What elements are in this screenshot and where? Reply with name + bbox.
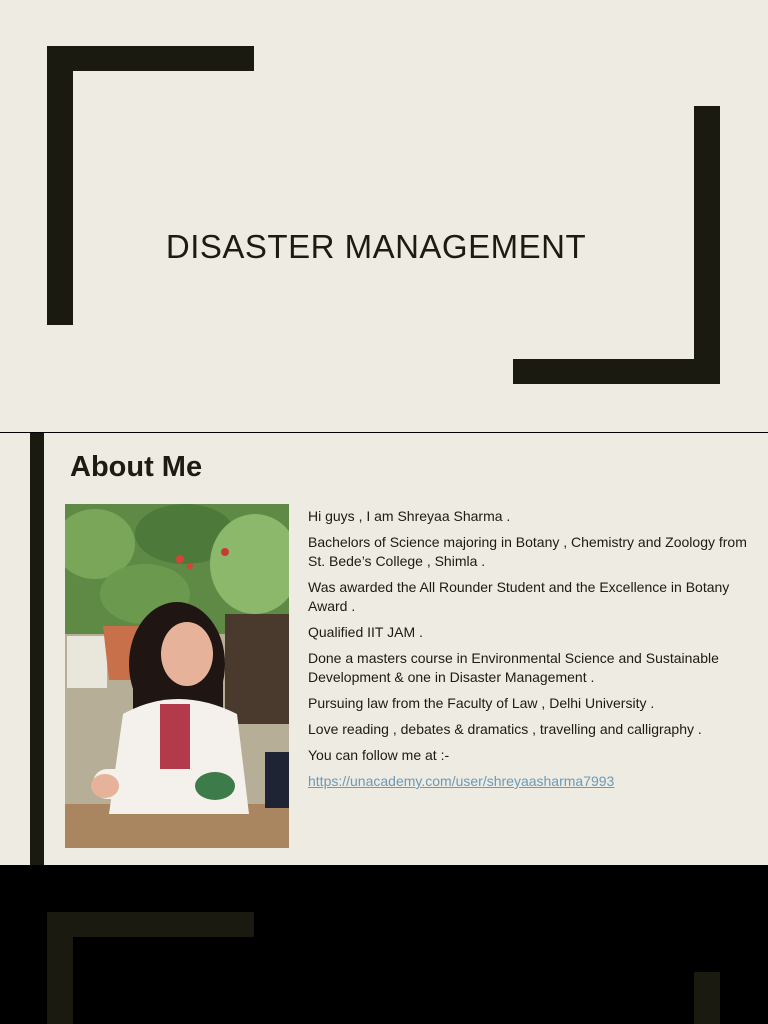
profile-link[interactable]: https://unacademy.com/user/shreyaasharma7993 [308, 773, 615, 789]
about-heading: About Me [70, 451, 203, 483]
bio-link-item [308, 772, 756, 791]
title-slide [0, 0, 768, 432]
bio-item: You can follow me at :- [308, 747, 450, 763]
bio-item: Was awarded the All Rounder Student and the Excellence in Botany Award . [308, 579, 730, 614]
bio-item: Hi guys , I am Shreyaa Sharma . [308, 508, 511, 524]
bio-item: Love reading , debates & dramatics , travelling and calligraphy . [308, 721, 702, 737]
frame-bottom-right-horizontal [513, 359, 720, 384]
bio-item: Qualified IIT JAM . [308, 624, 423, 640]
bio-item: Pursuing law from the Faculty of Law , Delhi University . [308, 695, 655, 711]
bio-item: Bachelors of Science majoring in Botany , Chemistry and Zoology from St. Bede’s College , Shimla . [308, 534, 747, 569]
profile-photo [65, 504, 289, 848]
next-slide-partial [0, 866, 768, 1024]
frame-top-left-vertical [47, 912, 73, 1024]
about-slide [0, 433, 768, 865]
frame-right-vertical [694, 972, 720, 1024]
bio-list [308, 507, 756, 798]
frame-top-left-horizontal [47, 46, 254, 71]
left-accent-bar [30, 433, 44, 865]
slide-title: DISASTER MANAGEMENT [165, 228, 587, 265]
frame-top-left-vertical [47, 46, 73, 325]
frame-top-left-horizontal [47, 912, 254, 937]
bio-item: Done a masters course in Environmental Science and Sustainable Development & one in Disaster Management . [308, 650, 719, 685]
